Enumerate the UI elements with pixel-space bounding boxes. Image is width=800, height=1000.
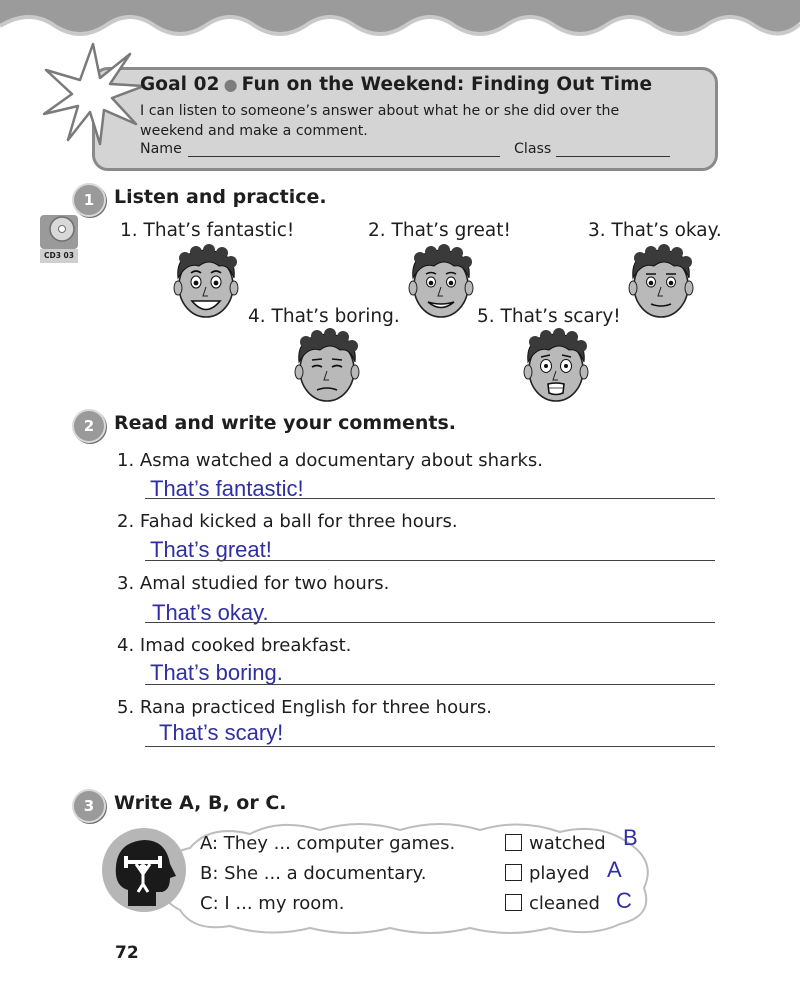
class-label: Class [514,141,552,157]
bored-boy-face [290,326,364,406]
checkbox-played[interactable] [505,864,522,881]
written-letter-played[interactable]: A [607,857,622,882]
class-field[interactable] [556,156,670,157]
answer-line-1 [145,498,715,499]
weightlifter-head-icon [100,826,188,914]
grinning-boy-face [169,242,243,322]
answer-line-5 [145,746,715,747]
answer-1[interactable]: That’s fantastic! [150,476,304,501]
sentence-2: 2. Fahad kicked a ball for three hours. [117,511,458,532]
cd-audio-icon[interactable] [40,215,78,263]
sentence-1: 1. Asma watched a documentary about sharks. [117,450,544,471]
sentence-3: 3. Amal studied for two hours. [117,573,390,594]
answer-line-3 [145,622,715,623]
starburst-icon [38,40,148,150]
word-played: played [529,863,590,884]
answer-line-2 [145,560,715,561]
phrase-2[interactable]: 2. That’s great! [368,220,511,241]
phrase-4[interactable]: 4. That’s boring. [248,306,400,327]
goal-description: I can listen to someone’s answer about what he or she did over the weekend and make a comment. [140,103,620,139]
section-1-number: 1 [72,183,106,217]
section-3-number: 3 [72,789,106,823]
answer-2[interactable]: That’s great! [150,537,272,562]
cd-disc-icon [40,215,78,249]
smiling-boy-face [404,242,478,322]
name-field[interactable] [188,156,500,157]
name-label: Name [140,141,182,157]
written-letter-watched[interactable]: B [623,825,638,850]
exercise-row-c: C: I ... my room. [200,893,345,914]
sentence-4: 4. Imad cooked breakfast. [117,635,352,656]
checkbox-cleaned[interactable] [505,894,522,911]
section-2-number: 2 [72,409,106,443]
phrase-5[interactable]: 5. That’s scary! [477,306,621,327]
exercise-row-a: A: They ... computer games. [200,833,456,854]
answer-line-4 [145,684,715,685]
goal-title: Goal 02 ● Fun on the Weekend: Finding Out Time [140,74,653,95]
section-2-title: Read and write your comments. [114,412,457,434]
page-number: 72 [115,943,139,963]
answer-5[interactable]: That’s scary! [159,720,284,745]
phrase-1[interactable]: 1. That’s fantastic! [120,220,295,241]
neutral-boy-face [624,242,698,322]
checkbox-watched[interactable] [505,834,522,851]
written-letter-cleaned[interactable]: C [616,888,632,913]
answer-3[interactable]: That’s okay. [152,600,269,625]
scared-boy-face [519,326,593,406]
section-1-title: Listen and practice. [114,186,327,208]
exercise-row-b: B: She ... a documentary. [200,863,427,884]
section-3-title: Write A, B, or C. [114,792,287,814]
word-cleaned: cleaned [529,893,600,914]
word-watched: watched [529,833,606,854]
phrase-3[interactable]: 3. That’s okay. [588,220,722,241]
cd-track-label: CD3 03 [40,249,78,263]
sentence-5: 5. Rana practiced English for three hours. [117,697,493,718]
answer-4[interactable]: That’s boring. [150,660,283,685]
